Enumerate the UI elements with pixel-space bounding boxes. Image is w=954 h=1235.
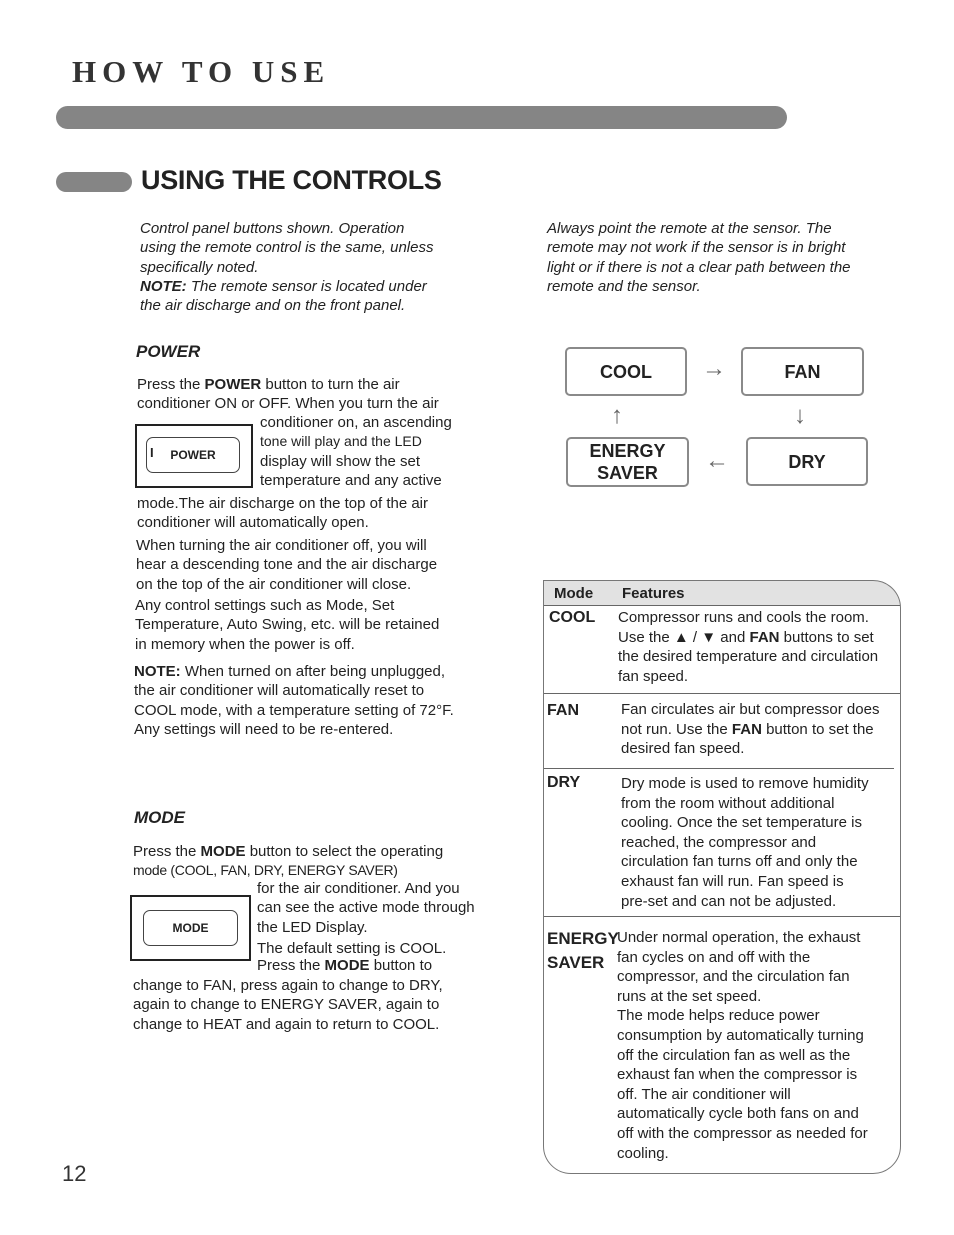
intro-right-line: Always point the remote at the sensor. The xyxy=(547,220,832,237)
table-row-fan-features xyxy=(621,700,899,759)
diagram-cool-box xyxy=(565,347,687,396)
table-line: automatically cycle both fans on and xyxy=(617,1105,859,1123)
bold-text: MODE xyxy=(324,957,370,975)
text: buttons to set xyxy=(779,628,874,646)
table-line: exhaust fan when the compressor is xyxy=(617,1066,858,1084)
table-line: Under normal operation, the exhaust xyxy=(617,929,861,946)
table-divider xyxy=(544,768,894,769)
bold-text: FAN xyxy=(749,628,780,646)
row-label-line: ENERGY xyxy=(547,929,619,948)
mode-line: can see the active mode through xyxy=(257,899,475,917)
power-line: When turning the air conditioner off, you will xyxy=(136,537,427,554)
intro-note xyxy=(140,277,485,296)
arrow-right-icon: → xyxy=(702,355,726,382)
text: When turned on after being unplugged, xyxy=(180,663,446,680)
power-note-line: COOL mode, with a temperature setting of 72°F. xyxy=(134,701,454,719)
power-line: Temperature, Auto Swing, etc. will be retained xyxy=(135,616,440,634)
section-pill xyxy=(56,172,132,192)
table-line: The mode helps reduce power xyxy=(617,1007,820,1025)
mode-button-illustration xyxy=(130,895,251,961)
bold-text: MODE xyxy=(200,843,246,860)
intro-left-line: using the remote control is the same, unless xyxy=(140,239,434,257)
power-paragraph-wrap xyxy=(260,413,495,490)
table-row-label-cool: COOL xyxy=(549,609,596,626)
intro-left xyxy=(140,219,485,315)
intro-right-line: light or if there is not a clear path between the xyxy=(547,258,851,276)
power-paragraph-off xyxy=(136,536,496,594)
mode-line: again to change to ENERGY SAVER, again to xyxy=(133,996,440,1014)
table-line: runs at the set speed. xyxy=(617,987,762,1005)
diagram-dry-box xyxy=(746,437,868,486)
text: button to select the operating xyxy=(245,843,444,860)
power-line: on the top of the air conditioner will close. xyxy=(136,575,412,593)
mode-line: mode (COOL, FAN, DRY, ENERGY SAVER) xyxy=(133,862,398,879)
table-line: consumption by automatically turning xyxy=(617,1026,864,1044)
intro-left-line: the air discharge and on the front panel. xyxy=(140,297,406,315)
power-line: conditioner will automatically open. xyxy=(137,514,369,532)
mode-line xyxy=(133,842,498,861)
power-paragraph-top xyxy=(137,375,497,414)
page-header-title: HOW TO USE xyxy=(72,54,331,89)
text: Use the xyxy=(618,628,674,646)
power-button-label: POWER xyxy=(170,448,216,462)
table-line: from the room without additional xyxy=(621,794,835,812)
table-row-cool-features xyxy=(618,608,900,686)
intro-left-line: Control panel buttons shown. Operation xyxy=(140,220,405,237)
intro-right-line: remote and the sensor. xyxy=(547,277,701,295)
power-note-line: Any settings will need to be re-entered. xyxy=(134,720,394,738)
diagram-label: SAVER xyxy=(597,463,658,483)
mode-line: change to FAN, press again to change to DRY, xyxy=(133,977,443,994)
row-label-line: SAVER xyxy=(547,953,605,972)
table-row-label-fan: FAN xyxy=(547,702,579,719)
power-heading: POWER xyxy=(136,342,201,361)
intro-right xyxy=(547,219,897,296)
table-header-mode: Mode xyxy=(554,585,594,602)
table-row-dry-features xyxy=(621,774,899,911)
text: not run. Use the xyxy=(621,720,732,738)
mode-paragraph-wrap xyxy=(257,879,497,975)
power-note-line xyxy=(134,662,499,681)
bold-text: POWER xyxy=(204,376,262,393)
mode-line: the LED Display. xyxy=(257,918,368,936)
table-divider xyxy=(544,916,900,917)
up-triangle-icon: ▲ xyxy=(673,628,689,646)
section-title: USING THE CONTROLS xyxy=(141,165,442,195)
table-line: cooling. xyxy=(617,1144,669,1162)
table-line: circulation fan turns off and only the xyxy=(621,853,858,871)
table-line: exhaust fan will run. Fan speed is xyxy=(621,872,844,890)
table-line: Fan circulates air but compressor does xyxy=(621,701,880,718)
table-line: cooling. Once the set temperature is xyxy=(621,814,862,832)
mode-line: change to HEAT and again to return to COOL. xyxy=(133,1015,440,1033)
table-row-label-energy-saver xyxy=(547,927,619,975)
table-line: fan cycles on and off with the xyxy=(617,948,811,966)
table-row-energy-saver-features xyxy=(617,928,899,1163)
power-button xyxy=(146,437,240,473)
power-line: tone will play and the LED xyxy=(260,433,422,450)
mode-button xyxy=(143,910,238,946)
text: Press the xyxy=(137,376,205,393)
text: Press the xyxy=(133,843,201,860)
power-paragraph-memory xyxy=(135,596,495,654)
arrow-down-icon: ↓ xyxy=(794,402,806,429)
power-note-line: the air conditioner will automatically reset to xyxy=(134,682,425,700)
diagram-fan-box xyxy=(741,347,864,396)
power-line: in memory when the power is off. xyxy=(135,635,355,653)
diagram-label: FAN xyxy=(784,361,821,382)
header-bar xyxy=(56,106,787,129)
mode-button-label: MODE xyxy=(172,921,209,935)
table-line: desired fan speed. xyxy=(621,740,745,758)
power-line: conditioner ON or OFF. When you turn the air xyxy=(137,395,439,413)
table-line: Compressor runs and cools the room. xyxy=(618,609,869,626)
text: button to turn the air xyxy=(261,376,400,393)
power-note xyxy=(134,662,499,739)
mode-heading: MODE xyxy=(134,808,185,827)
table-line xyxy=(618,628,900,648)
table-line: the desired temperature and circulation xyxy=(618,648,879,666)
diagram-label: COOL xyxy=(600,361,652,382)
intro-note-label: NOTE: xyxy=(140,277,187,295)
bold-text: FAN xyxy=(731,720,762,738)
table-line: reached, the compressor and xyxy=(621,833,817,851)
arrow-up-icon: ↑ xyxy=(611,402,623,429)
power-line xyxy=(137,375,497,394)
power-line: Any control settings such as Mode, Set xyxy=(135,597,395,614)
arrow-left-icon: ← xyxy=(705,447,729,474)
table-divider xyxy=(544,605,900,606)
diagram-label: DRY xyxy=(788,451,826,472)
intro-left-line: specifically noted. xyxy=(140,258,259,276)
diagram-energy-saver-box xyxy=(566,437,689,487)
mode-paragraph-bottom xyxy=(133,976,498,1034)
power-line: temperature and any active xyxy=(260,471,442,489)
table-header-features: Features xyxy=(622,585,685,602)
power-note-label: NOTE: xyxy=(134,663,181,680)
power-line: hear a descending tone and the air discharge xyxy=(136,556,438,574)
text: button to set the xyxy=(761,720,874,738)
power-line: conditioner on, an ascending xyxy=(260,414,452,431)
intro-right-line: remote may not work if the sensor is in bright xyxy=(547,239,846,257)
power-led-icon: I xyxy=(150,445,154,460)
page-number: 12 xyxy=(62,1161,87,1186)
down-triangle-icon: ▼ xyxy=(701,628,717,646)
table-line: off. The air conditioner will xyxy=(617,1085,791,1103)
mode-line: The default setting is COOL. xyxy=(257,939,447,957)
power-button-illustration xyxy=(135,424,253,488)
mode-paragraph-top xyxy=(133,842,498,881)
text: / xyxy=(688,628,702,646)
table-line: pre-set and can not be adjusted. xyxy=(621,892,837,910)
intro-note-text: The remote sensor is located under xyxy=(186,277,427,295)
table-divider xyxy=(544,693,900,694)
power-line: mode.The air discharge on the top of the air xyxy=(137,495,429,512)
table-line: Dry mode is used to remove humidity xyxy=(621,775,869,792)
table-line: off with the compressor as needed for xyxy=(617,1124,868,1142)
table-line: compressor, and the circulation fan xyxy=(617,968,850,986)
text: Press the xyxy=(257,957,325,975)
table-line: off the circulation fan as well as the xyxy=(617,1046,851,1064)
diagram-label: ENERGY xyxy=(589,441,666,461)
text: button to xyxy=(369,957,433,975)
mode-line: for the air conditioner. And you xyxy=(257,880,460,897)
mode-line xyxy=(257,956,497,975)
text: and xyxy=(716,628,750,646)
table-line: fan speed. xyxy=(618,667,689,685)
power-line: display will show the set xyxy=(260,452,421,470)
table-line xyxy=(621,720,899,740)
power-paragraph-bottom xyxy=(137,494,497,533)
table-row-label-dry: DRY xyxy=(547,774,581,791)
